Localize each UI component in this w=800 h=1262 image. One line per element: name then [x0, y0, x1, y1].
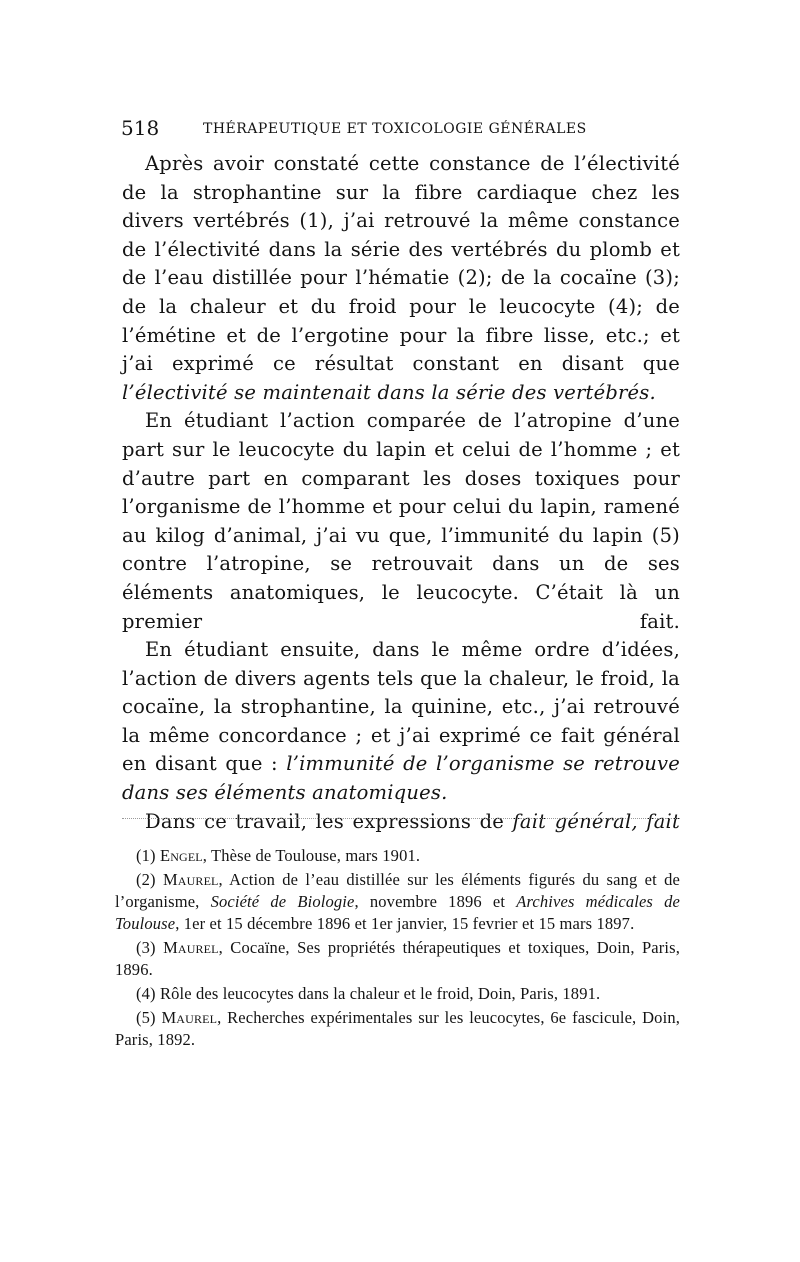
paragraph-1-text: Après avoir constaté cette constance de l’électivité de la strophantine sur la fibre cardiaque chez les divers vertébrés (1), j’ai retrouvé la même constance de l’électivité dans la série des vertébrés du plomb et de l’eau distillée pour l’hématie (2); de la cocaïne (3); de la chaleur et du froid pour le leucocyte (4); de l’émétine et de l’ergotine pour la fibre lisse, etc.; et j’ai exprimé ce résultat constant en disant que: [122, 152, 680, 376]
footnote-2-text-b: , novembre 1896 et: [354, 892, 517, 911]
footnote-2-number: (2): [136, 870, 163, 889]
paragraph-2: En étudiant l’action comparée de l’atropine d’une part sur le leucocyte du lapin et celui de l’homme ; et d’autre part en comparant les doses toxiques pour l’organisme de l’homme et pour celui du lapin, ramené au kilog d’animal, j’ai vu que, l’immunité du lapin (5) contre l’atropine, se retrouvait dans un de ses éléments anatomiques, le leucocyte. C’était là un premier fait.: [122, 409, 680, 633]
footnote-3-author: Maurel: [163, 938, 219, 957]
paragraph-4-italic: fait général, fait: [512, 809, 680, 833]
footnote-5-author: Maurel: [161, 1008, 218, 1027]
footnote-2-text-a: , Action de l’eau distillée sur les éléments figurés du sang et de l’organisme,: [115, 870, 680, 911]
paragraph-4-text: Dans ce travail, les expressions de: [145, 809, 513, 833]
paragraph-3: [122, 636, 680, 808]
footnote-2-text-c: , 1er et 15 décembre 1896 et 1er janvier, 15 fevrier et 15 mars 1897.: [175, 914, 635, 933]
paragraph-3-italic: l’immunité de l’organisme se retrouve dans ses éléments anatomiques.: [122, 752, 680, 805]
footnote-3-text: , Cocaïne, Ses propriétés thérapeutiques et toxiques, Doin, Paris, 1896.: [115, 938, 681, 979]
paragraph-3-text: En étudiant ensuite, dans le même ordre d’idées, l’action de divers agents tels que la chaleur, le froid, la cocaïne, la strophantine, la quinine, etc., j’ai retrouvé la même concordance ; et j’ai exprimé ce fait général en disant que :: [122, 638, 680, 776]
footnote-3-number: (3): [136, 938, 164, 957]
footnote-2-journal-1: Société de Biologie: [210, 892, 355, 911]
footnote-1-number: (1): [136, 846, 160, 865]
footnotes: [115, 845, 680, 1053]
footnote-1-author: Engel: [159, 846, 203, 865]
main-text: [122, 150, 680, 836]
footnote-5: [115, 1007, 680, 1051]
footnote-5-text: , Recherches expérimentales sur les leucocytes, 6e fascicule, Doin, Paris, 1892.: [115, 1008, 680, 1049]
footnote-3: [115, 937, 680, 981]
footnote-4-text: Rôle des leucocytes dans la chaleur et le froid, Doin, Paris, 1891.: [159, 984, 601, 1003]
footnote-2-author: Maurel: [162, 870, 219, 889]
footnote-4: [115, 983, 680, 1005]
footnote-5-number: (5): [136, 1008, 162, 1027]
page-number: 518: [121, 116, 160, 140]
paragraph-4: [122, 808, 680, 837]
footnote-2: [115, 869, 680, 935]
footnote-2-journal-2: Archives médicales de Toulouse: [115, 892, 680, 933]
footnote-1-text: , Thèse de Toulouse, mars 1901.: [202, 846, 421, 865]
paragraph-1-italic: l’électivité se maintenait dans la série des vertébrés.: [122, 380, 656, 404]
running-head: THÉRAPEUTIQUE ET TOXICOLOGIE GÉNÉRALES: [203, 121, 587, 137]
paragraph-1: [122, 150, 680, 407]
footnote-4-number: (4): [136, 984, 160, 1003]
footnote-separator: [122, 818, 680, 819]
footnote-1: [115, 845, 680, 867]
